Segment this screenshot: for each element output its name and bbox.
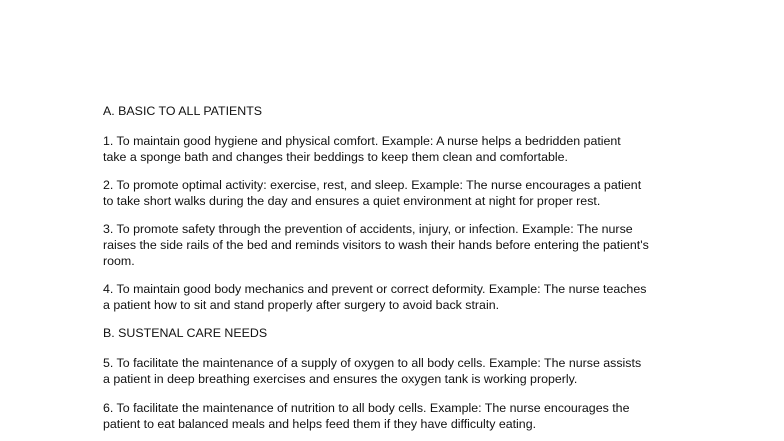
- paragraph-line: a patient in deep breathing exercises and ensures the oxygen tank is working properly.: [103, 372, 578, 386]
- paragraph-line: 5. To facilitate the maintenance of a supply of oxygen to all body cells. Example: The nurse assists: [103, 356, 642, 370]
- heading-text: A. BASIC TO ALL PATIENTS: [103, 104, 263, 118]
- paragraph-line: 4. To maintain good body mechanics and prevent or correct deformity. Example: The nurse teaches: [103, 282, 647, 296]
- paragraph-item-2: [103, 177, 703, 209]
- paragraph-line: take a sponge bath and changes their beddings to keep them clean and comfortable.: [103, 150, 568, 164]
- paragraph-item-6: [103, 400, 703, 432]
- paragraph-item-1: [103, 133, 703, 165]
- paragraph-line: room.: [103, 254, 135, 268]
- paragraph-item-4: [103, 281, 703, 313]
- section-a-heading: [103, 103, 703, 119]
- paragraph-line: 6. To facilitate the maintenance of nutrition to all body cells. Example: The nurse encourages the: [103, 401, 630, 415]
- paragraph-line: a patient how to sit and stand properly after surgery to avoid back strain.: [103, 298, 500, 312]
- section-b-heading: [103, 325, 703, 341]
- paragraph-line: 1. To maintain good hygiene and physical comfort. Example: A nurse helps a bedridden patient: [103, 134, 621, 148]
- paragraph-item-5: [103, 355, 703, 387]
- paragraph-line: 3. To promote safety through the prevention of accidents, injury, or infection. Example: The nurse: [103, 222, 633, 236]
- paragraph-line: to take short walks during the day and ensures a quiet environment at night for proper rest.: [103, 194, 601, 208]
- paragraph-line: patient to eat balanced meals and helps feed them if they have difficulty eating.: [103, 417, 537, 431]
- paragraph-line: 2. To promote optimal activity: exercise, rest, and sleep. Example: The nurse encourages a patient: [103, 178, 642, 192]
- heading-text: B. SUSTENAL CARE NEEDS: [103, 326, 268, 340]
- paragraph-line: raises the side rails of the bed and reminds visitors to wash their hands before entering the patient's: [103, 238, 649, 252]
- paragraph-item-3: [103, 221, 703, 269]
